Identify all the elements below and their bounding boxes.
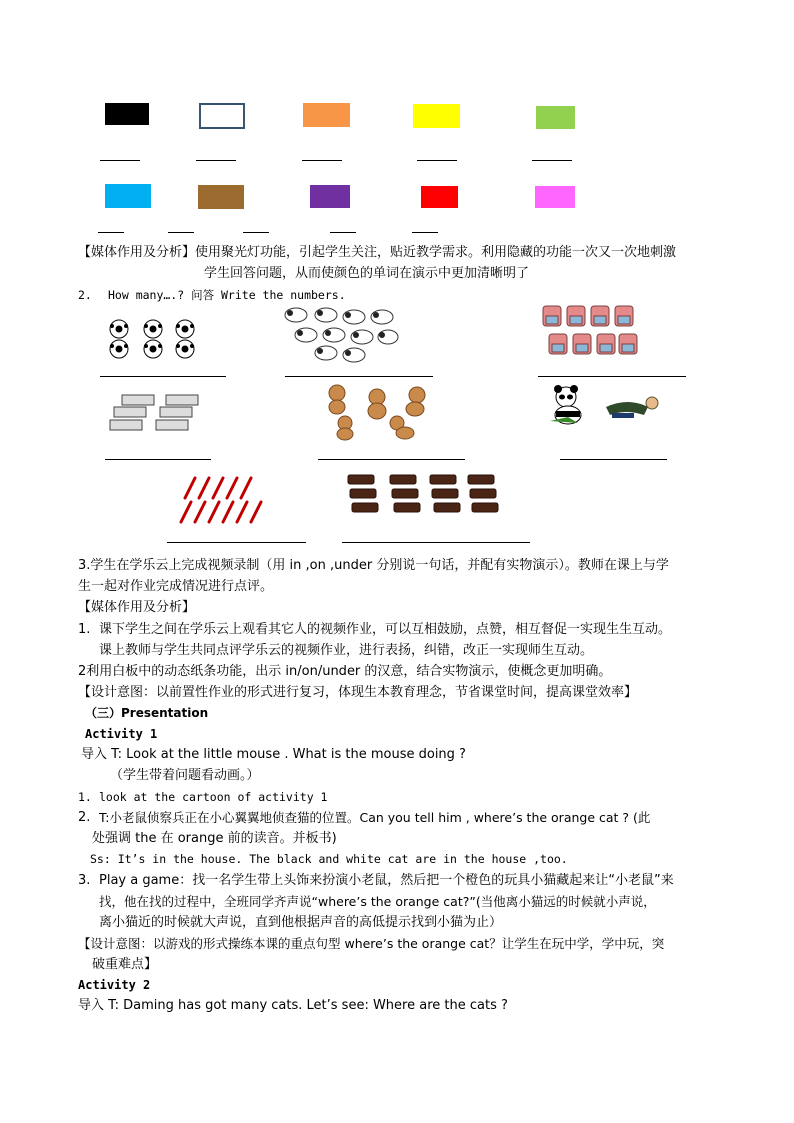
activity-1-title: Activity 1 — [85, 727, 158, 741]
media-item-1-line2: 课上教师与学生共同点评学乐云的视频作业，进行表扬，纠错，改正一实现师生互动。 — [99, 643, 594, 658]
color-swatch-black — [105, 103, 149, 125]
answer-line[interactable] — [532, 160, 572, 161]
answer-line[interactable] — [98, 232, 124, 233]
step-3-line3: 离小猫近的时候就大声说，直到他根据声音的高低提示找到小猫为止） — [99, 915, 503, 930]
design-intent-2-line1: 【设计意图：以游戏的形式操练本课的重点句型 where’s the orange cat？让学生在玩中学，学中玩，突 — [78, 936, 665, 951]
media-analysis-1: 【媒体作用及分析】使用聚光灯功能，引起学生关注，贴近教学需求。利用隐藏的功能一次又一次地刺激 — [78, 245, 677, 260]
media-tag: 【媒体作用及分析】 — [78, 245, 196, 260]
answer-line[interactable] — [285, 376, 433, 377]
color-swatch-purple — [310, 185, 350, 208]
answer-line[interactable] — [538, 376, 686, 377]
answer-line[interactable] — [100, 160, 140, 161]
answer-line[interactable] — [417, 160, 457, 161]
media-tag-2: 【媒体作用及分析】 — [78, 600, 196, 615]
step-1: look at the cartoon of activity 1 — [99, 790, 328, 804]
color-swatch-orange — [303, 103, 350, 127]
answer-line[interactable] — [318, 459, 465, 460]
answer-line[interactable] — [243, 232, 269, 233]
step-3-line1: Play a game：找一名学生带上头饰来扮演小老鼠，然后把一个橙色的玩具小猫藏起来让“小老鼠”来 — [99, 873, 674, 888]
school-bags-image — [541, 302, 637, 358]
dogs-image — [282, 305, 400, 363]
trains-image — [108, 393, 206, 433]
activity-2-title: Activity 2 — [78, 978, 151, 992]
section-presentation: （三）Presentation — [85, 706, 209, 720]
task-3-line1: 3.学生在学乐云上完成视频录制（用 in ,on ,under 分别说一句话，并配有实物演示）。教师在课上与学 — [78, 558, 669, 573]
soccer-balls-image — [107, 320, 199, 358]
answer-line[interactable] — [560, 459, 667, 460]
design-intent-2-line2: 破重难点】 — [92, 957, 158, 972]
answer-line[interactable] — [342, 542, 530, 543]
step-3-num: 3. — [78, 873, 91, 888]
task-2-heading: 2. How many….? 问答 Write the numbers. — [78, 288, 346, 302]
chocolates-image — [344, 471, 500, 517]
answer-line[interactable] — [302, 160, 342, 161]
color-swatch-pink — [535, 186, 575, 208]
answer-line[interactable] — [330, 232, 356, 233]
step-3-line2: 找，他在找的过程中，全班同学齐声说“where’s the orange cat?”(当他离小猫远的时候就小声说， — [99, 894, 656, 909]
step-2-line2: 处强调 the 在 orange 前的读音。并板书) — [92, 831, 337, 846]
color-swatch-green — [536, 106, 575, 129]
design-intent-1: 【设计意图：以前置性作业的形式进行复习，体现生本教育理念，节省课堂时间，提高课堂效率】 — [78, 685, 638, 700]
answer-line[interactable] — [100, 376, 226, 377]
media-item-2: 2利用白板中的动态纸条功能，出示 in/on/under 的汉意，结合实物演示，使概念更加明确。 — [78, 664, 612, 679]
step-2-num: 2. — [78, 810, 91, 825]
students-answer: Ss: It’s in the house. The black and white cat are in the house ,too. — [90, 852, 568, 866]
task-3-line2: 生一起对作业完成情况进行点评。 — [78, 579, 274, 594]
media-item-1-num: 1. — [78, 622, 91, 637]
media-analysis-1-cont: 学生回答问题，从而使颜色的单词在演示中更加清晰明了 — [204, 266, 530, 281]
step-2-line1: T:小老鼠侦察兵正在小心翼翼地侦查猫的位置。Can you tell him , where’s the orange cat ? (此 — [99, 810, 651, 825]
color-swatch-red — [421, 186, 458, 208]
color-swatch-yellow — [413, 104, 460, 128]
color-swatch-blue — [105, 184, 151, 208]
answer-line[interactable] — [105, 459, 211, 460]
panda-and-boy-image — [548, 385, 666, 425]
teddy-bears-image — [323, 383, 431, 441]
activity-1-intro: 导入 T: Look at the little mouse . What is the mouse doing ? — [81, 747, 466, 762]
step-1-num: 1. — [78, 790, 92, 804]
answer-line[interactable] — [412, 232, 438, 233]
answer-line[interactable] — [167, 542, 306, 543]
activity-2-intro: 导入 T: Daming has got many cats. Let’s see: Where are the cats ? — [78, 998, 508, 1013]
color-swatch-white — [199, 103, 245, 129]
answer-line[interactable] — [168, 232, 194, 233]
activity-1-intro-note: （学生带着问题看动画。） — [110, 768, 260, 783]
answer-line[interactable] — [196, 160, 236, 161]
color-swatch-brown — [198, 185, 244, 209]
crayons-image — [175, 474, 265, 528]
media-item-1-line1: 课下学生之间在学乐云上观看其它人的视频作业，可以互相鼓励，点赞，相互督促一实现生生互动。 — [99, 622, 672, 637]
